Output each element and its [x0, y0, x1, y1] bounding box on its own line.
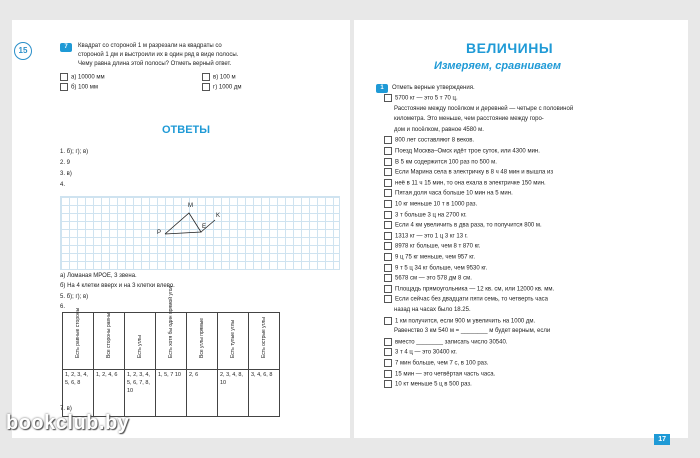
task-line: Квадрат со стороной 1 м разрезали на квадраты со [78, 43, 222, 49]
answer-1: 1. б); г); в) [60, 149, 89, 155]
checkbox[interactable] [384, 158, 392, 166]
table-header: Есть равные стороны [63, 313, 94, 370]
point-label: M [188, 203, 193, 209]
statement-text: 1313 кг — это 1 ц 3 кг 13 г. [395, 233, 468, 240]
table-header: Есть острые углы [249, 313, 280, 370]
grid-drawing [60, 196, 340, 270]
answer-6: 6. [60, 304, 66, 310]
statement-line[interactable] [384, 189, 513, 198]
checkbox[interactable] [384, 295, 392, 303]
option-c[interactable]: в) 100 м [202, 73, 236, 83]
checkbox[interactable] [384, 211, 392, 219]
page-badge: 15 [14, 42, 32, 60]
point-label: K [216, 213, 221, 219]
question-text: Отметь верные утверждения. [392, 85, 475, 91]
answer-4a: а) Ломаная МРОЕ, 3 звена. [60, 273, 137, 279]
statement-line[interactable] [384, 158, 497, 167]
statement-line[interactable] [384, 359, 488, 368]
checkbox[interactable] [384, 264, 392, 272]
statement-text: 9 ц 75 кг меньше, чем 957 кг. [395, 254, 475, 261]
right-page [354, 20, 688, 443]
table-cell: 1, 5, 7 10 [156, 370, 187, 417]
checkbox[interactable] [202, 83, 210, 91]
table-cell: 2, 3, 4, 8, 10 [218, 370, 249, 417]
answers-title: ОТВЕТЫ [162, 124, 211, 136]
table-header: Есть хотя бы один прямой угол [156, 313, 187, 370]
answer-3: 3. в) [60, 171, 72, 177]
statement-line[interactable] [384, 232, 468, 241]
section-title: ВЕЛИЧИНЫ [466, 40, 554, 56]
statement-text: 15 мин — это четвёртая часть часа. [395, 371, 496, 378]
checkbox[interactable] [384, 168, 392, 176]
statement-text: Пятая доля часа больше 10 мин на 5 мин. [395, 190, 513, 197]
table-cell: 2, 6 [187, 370, 218, 417]
statement-text: 5678 см — это 578 дм 8 см. [395, 275, 472, 282]
statement-line[interactable] [384, 179, 546, 188]
statement-line[interactable] [384, 338, 507, 347]
statement-text: Если 4 км увеличить в два раза, то получится 800 м. [395, 222, 542, 229]
option-a[interactable]: а) 10000 мм [60, 73, 105, 83]
statement-line[interactable] [384, 168, 553, 177]
statement-text: дом и посёлком, равное 4580 м. [394, 126, 484, 133]
statement-text: неё в 11 ч 15 мин, то она ехала в электричке 150 мин. [395, 180, 546, 187]
statement-line[interactable] [384, 348, 457, 357]
point-label: P [157, 230, 162, 236]
section-subtitle: Измеряем, сравниваем [434, 60, 562, 72]
checkbox[interactable] [384, 348, 392, 356]
statement-text: 10 кт меньше 5 ц в 500 раз. [395, 381, 472, 388]
statement-text: 1 км получится, если 900 м увеличить на 1000 дм. [395, 318, 536, 325]
table-cell: 1, 2, 4, 6 [94, 370, 125, 417]
checkbox[interactable] [384, 338, 392, 346]
checkbox[interactable] [384, 370, 392, 378]
checkbox[interactable] [384, 274, 392, 282]
checkbox[interactable] [384, 285, 392, 293]
statement-text: 800 лет составляют 8 веков. [395, 137, 475, 144]
statement-text: назад на часах было 18.25. [394, 307, 471, 313]
statement-line[interactable] [384, 147, 540, 156]
checkbox[interactable] [384, 317, 392, 325]
page-number: 17 [654, 434, 670, 445]
checkbox[interactable] [384, 136, 392, 144]
statement-text: Если сейчас без двадцати пяти семь, то четверть часа [395, 296, 549, 303]
statement-text: Площадь прямоугольника — 12 кв. см, или 12000 кв. мм. [395, 286, 555, 293]
statement-text: 5700 кг — это 5 т 70 ц. [395, 95, 458, 102]
table-row [63, 370, 280, 417]
statement-line[interactable] [384, 317, 535, 326]
checkbox[interactable] [384, 380, 392, 388]
statement-line[interactable] [384, 285, 554, 294]
statement-line [394, 126, 484, 134]
statement-text: В 5 км содержится 100 раз по 500 м. [395, 159, 497, 166]
task-number: 7 [60, 43, 72, 52]
statement-line[interactable] [384, 274, 472, 283]
table-header: Все стороны равны [94, 313, 125, 370]
statement-line [394, 115, 544, 123]
statement-text: Равенство 3 км 540 м = ________ м будет верным, если [394, 328, 551, 335]
statement-line [394, 105, 573, 113]
statement-line [394, 306, 471, 314]
answer-7: 7. в) [60, 406, 72, 412]
site-logo: bookclub.by [6, 412, 130, 434]
point-label: E [202, 224, 207, 230]
option-d[interactable]: г) 1000 дм [202, 83, 242, 93]
statement-line[interactable] [384, 264, 487, 273]
statement-text: 7 мин больше, чем 7 с, в 100 раз. [395, 360, 489, 367]
statement-line[interactable] [384, 253, 475, 262]
checkbox[interactable] [384, 221, 392, 229]
statement-line[interactable] [384, 94, 458, 103]
statement-line[interactable] [384, 295, 548, 304]
statement-text: километра. Это меньше, чем расстояние между горо- [394, 116, 544, 123]
checkbox[interactable] [384, 232, 392, 240]
statement-line[interactable] [384, 242, 480, 251]
checkbox[interactable] [384, 179, 392, 187]
answer-4: 4. [60, 182, 66, 188]
statement-text: 3 т больше 3 ц на 2700 кг. [395, 212, 467, 219]
statement-line[interactable] [384, 200, 477, 209]
statement-line[interactable] [384, 380, 472, 389]
checkbox[interactable] [60, 73, 68, 81]
table-header-row [63, 313, 280, 370]
statement-text: 8978 кг больше, чем 8 т 870 кг. [395, 243, 481, 250]
statement-line[interactable] [384, 136, 474, 145]
statement-text: вместо ________ записать число 30540. [395, 339, 508, 346]
statement-line[interactable] [384, 211, 467, 220]
checkbox[interactable] [384, 242, 392, 250]
polyline-figure [61, 197, 339, 269]
answer-4b: б) На 4 клетки вверх и на 3 клетки влево. [60, 283, 175, 289]
answer-2: 2. 9 [60, 160, 71, 166]
checkbox[interactable] [384, 189, 392, 197]
table-header: Есть тупые углы [218, 313, 249, 370]
left-page [12, 20, 350, 438]
table-cell: 1, 2, 3, 4, 5, 6, 8 [63, 370, 94, 417]
statement-text: 9 т 5 ц 34 кг больше, чем 9530 кг. [395, 265, 488, 272]
checkbox[interactable] [384, 253, 392, 261]
table-cell: 3, 4, 6, 8 [249, 370, 280, 417]
statement-text: 10 кг меньше 10 т в 1000 раз. [395, 201, 478, 208]
checkbox[interactable] [384, 359, 392, 367]
checkbox[interactable] [384, 147, 392, 155]
statement-text: Расстояние между посёлком и деревней — четыре с половиной [394, 105, 574, 112]
checkbox[interactable] [384, 200, 392, 208]
task-line: Чему равна длина этой полосы? Отметь верный ответ. [78, 61, 232, 67]
checkbox[interactable] [202, 73, 210, 81]
statement-line[interactable] [384, 370, 495, 379]
statement-text: 3 т 4 ц — это 30400 кг. [395, 349, 457, 356]
statement-line [394, 327, 550, 335]
statement-text: Поезд Москва–Омск идёт трое суток, или 4300 мин. [395, 148, 540, 155]
checkbox[interactable] [384, 94, 392, 102]
table-header: Есть углы [125, 313, 156, 370]
answer-5: 5. б); г); в) [60, 294, 89, 300]
question-number: 1 [376, 84, 388, 93]
task-line: стороной 1 дм и выстроили их в один ряд в виде полосы. [78, 52, 239, 58]
checkbox[interactable] [60, 83, 68, 91]
table-header: Все углы прямые [187, 313, 218, 370]
table-cell: 1, 2, 3, 4, 5, 6, 7, 8, 10 [125, 370, 156, 417]
statement-line[interactable] [384, 221, 542, 230]
statement-text: Если Марина села в электричку в 8 ч 48 мин и вышла из [395, 169, 554, 176]
option-b[interactable]: б) 100 мм [60, 83, 98, 93]
